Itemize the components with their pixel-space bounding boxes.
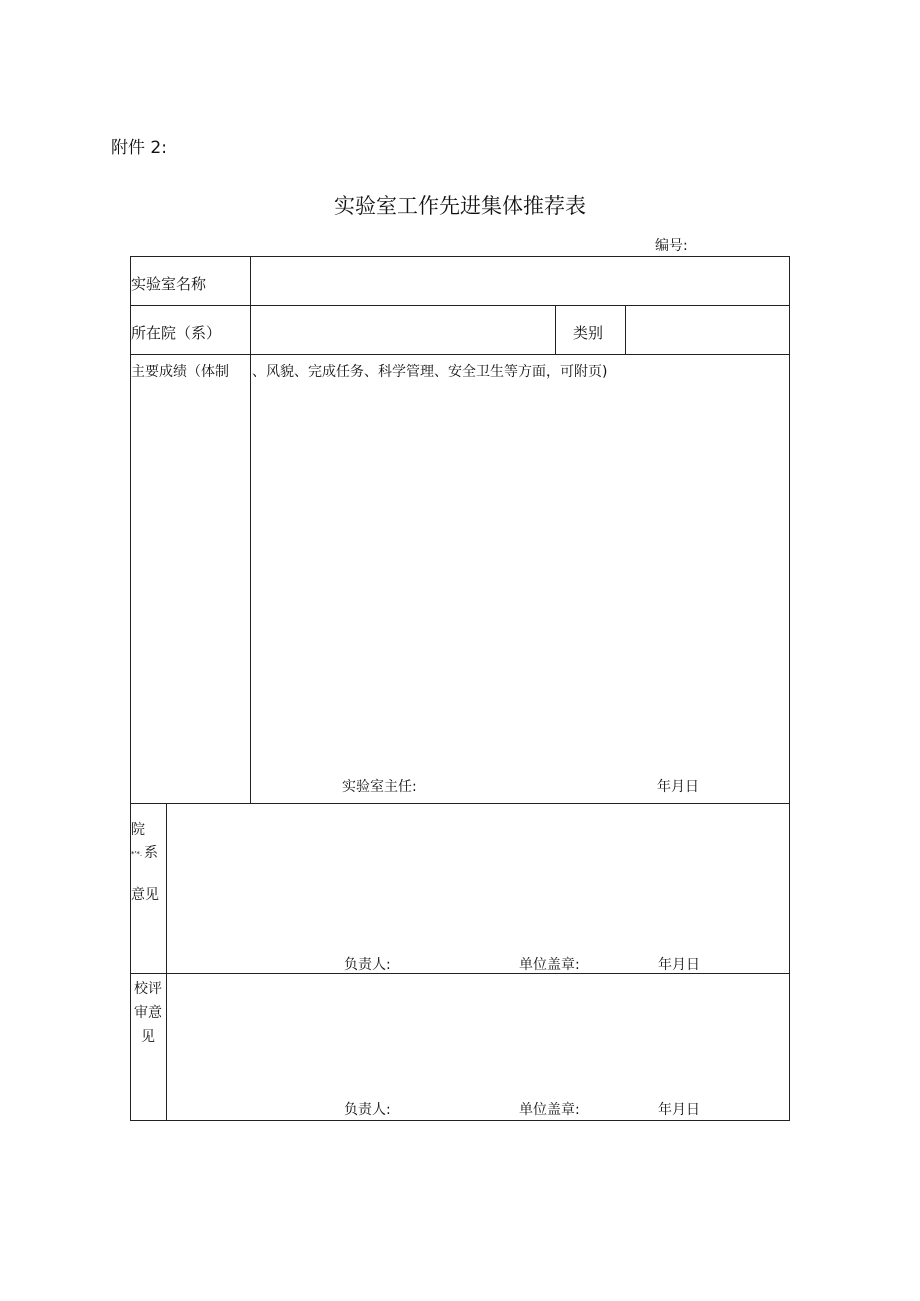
school-person-label: 负责人: <box>344 1102 391 1118</box>
dept-opinion-field[interactable] <box>168 806 787 936</box>
row-divider <box>130 354 790 355</box>
recommendation-form <box>130 256 790 1121</box>
serial-number-label: 编号: <box>655 238 688 254</box>
attachment-label: 附件 2: <box>111 138 167 158</box>
column-divider <box>625 305 626 355</box>
column-divider <box>250 256 251 804</box>
school-opinion-label-line2: 审意 <box>134 1005 162 1021</box>
lab-director-label: 实验室主任: <box>342 779 417 795</box>
dept-opinion-label-line1: 院 <box>131 822 145 838</box>
lab-name-field[interactable] <box>252 258 787 304</box>
dept-person-label: 负责人: <box>344 957 391 973</box>
category-label: 类别 <box>573 324 604 342</box>
row-divider <box>130 803 790 804</box>
department-label: 所在院（系） <box>131 324 222 342</box>
table-border-right <box>789 256 790 1121</box>
date-label: 年月日 <box>657 779 699 795</box>
dept-opinion-label-line1b: 系 <box>144 845 158 861</box>
category-field[interactable] <box>627 307 787 353</box>
column-divider <box>166 803 167 1121</box>
table-border-bottom <box>130 1120 790 1121</box>
department-field[interactable] <box>252 307 553 353</box>
school-opinion-label <box>130 977 166 1049</box>
school-opinion-field[interactable] <box>168 976 787 1091</box>
dept-opinion-label-line2: 意见 <box>131 887 159 903</box>
school-opinion-label-line3: 见 <box>141 1029 155 1045</box>
dept-seal-label: 单位盖章: <box>519 957 580 973</box>
row-divider <box>130 305 790 306</box>
table-border-top <box>130 256 790 257</box>
school-seal-label: 单位盖章: <box>519 1102 580 1118</box>
dept-opinion-mark: *'*. <box>131 850 143 858</box>
dept-date-label: 年月日 <box>658 957 700 973</box>
column-divider <box>555 305 556 355</box>
page-title: 实验室工作先进集体推荐表 <box>334 194 586 218</box>
achievements-label-continued: 、风貌、完成任务、科学管理、安全卫生等方面，可附页) <box>252 364 608 380</box>
school-date-label: 年月日 <box>658 1102 700 1118</box>
lab-name-label: 实验室名称 <box>131 275 207 293</box>
achievements-field[interactable] <box>252 384 787 764</box>
achievements-label: 主要成绩（体制 <box>131 364 229 380</box>
school-opinion-label-line1: 校评 <box>134 981 162 997</box>
